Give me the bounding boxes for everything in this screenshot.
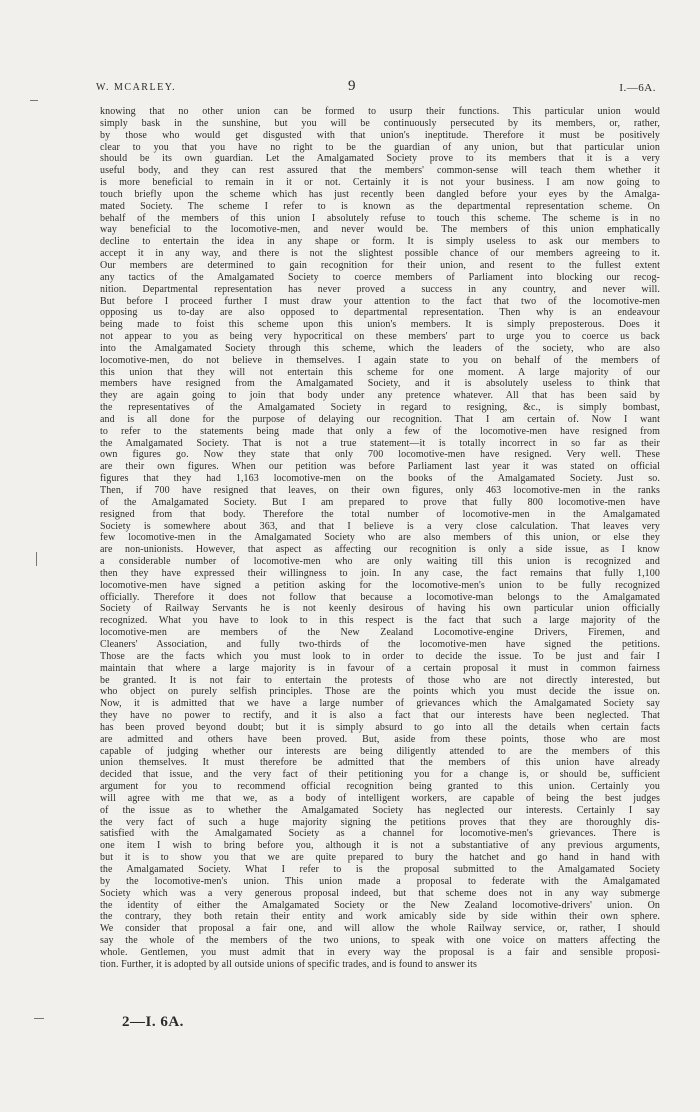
margin-mark [34,1018,44,1019]
text-line: they have no power to rectify, and it is also a fact that our interests have been neglected. That [100,710,660,722]
text-line: are admitted and others have been proved. But, aside from these points, those who are most [100,733,660,745]
text-line: nition. Departmental representation has never proved a success in any country, and never will. [100,283,660,295]
text-line: own figures go. Now they state that only 700 locomotive-men have resigned. Very well. These [100,449,660,461]
text-line: members have resigned from the Amalgamated Society, and it is absolutely useless to think that [100,378,660,390]
text-line: then they have expressed their willingness to join. In any case, the fact remains that fully 1,100 [100,567,660,579]
text-line: by the locomotive-men's union. This union made a proposal to federate with the Amalgamated [100,875,660,887]
text-line: touch briefly upon the scheme which has just recently been dangled before your eyes by the Amalga- [100,188,660,200]
text-line: be granted. It is not fair to entertain the protests of those who are not directly interested, but [100,674,660,686]
text-line: but it is to show you that we are quite prepared to bury the hatchet and go hand in hand with [100,852,660,864]
text-line: figures that they had 1,163 locomotive-men on the books of the Amalgamated Society. Just so. [100,473,660,485]
text-line: the Amalgamated Society. That is not a true statement—it is totally incorrect in so far as their [100,437,660,449]
text-line: being made to foist this scheme upon this union's members. It is simply preposterous. Does it [100,319,660,331]
text-line: simply bask in the sunshine, but you will be continuously persecuted by its members, or, rather, [100,117,660,129]
text-line: Those are the facts which you must look to in order to decide the issue. To be just and fair I [100,650,660,662]
text-line: But before I proceed further I must draw your attention to the fact that two of the locomotive-men [100,295,660,307]
text-line: whole. Gentlemen, you must admit that in every way the proposal is a fair and sensible proposi- [100,946,660,958]
text-line: by those who would get disgusted with that union's ineptitude. Therefore it must be positively [100,129,660,141]
text-line: union themselves. It must therefore be admitted that the members of this union have already [100,757,660,769]
text-line: a considerable number of locomotive-men who are only waiting till this union is recognized and [100,556,660,568]
text-line: has been proved beyond doubt; but it is simply absurd to go into all the details when certain facts [100,721,660,733]
text-line: locomotive-men are members of the New Zealand Locomotive-engine Drivers, Firemen, and [100,627,660,639]
text-line: recognized. What you have to look to in this respect is the fact that such a large majority of the [100,615,660,627]
text-line: are non-unionists. However, that aspect as affecting our recognition is only a side issue, as I know [100,544,660,556]
text-line: say the whole of the members of the two unions, to speak with one voice on matters affecting the [100,935,660,947]
text-line: We consider that proposal a fair one, and will allow the whole Railway service, or, rather, I should [100,923,660,935]
text-line: Society of Railway Servants he is not keenly desirous of having his own particular union officially [100,603,660,615]
text-line: useful body, and they can rest assured that the members' common-sense will teach them whether it [100,165,660,177]
text-line: of the issue as to whether the Amalgamated Society has neglected our interests. Certainly I say [100,804,660,816]
text-line: and is all done for the purpose of delaying our recognition. That I am certain of. Now I want [100,413,660,425]
text-line: Society which was a very generous proposal indeed, but that scheme does not in any way submerge [100,887,660,899]
page-header [96,78,656,98]
text-line: the identity of either the Amalgamated Society or the New Zealand locomotive-drivers' union. On [100,899,660,911]
text-line: accept it in any way, and there is not the slightest possible chance of our members agreeing to it. [100,248,660,260]
text-line: not appear to you as being very hypocritical on these members' part to urge you to coerce us back [100,331,660,343]
text-line: they are again going to join that body under any pretence whatever. All that has been said by [100,390,660,402]
text-line: Society is somewhere about 363, and that I believe is a very close calculation. That leaves very [100,520,660,532]
text-line: way beneficial to the locomotive-men, and never would be. The members of this union emphatically [100,224,660,236]
text-line: should be its own guardian. Let the Amalgamated Society prove to its members that it is a very [100,153,660,165]
text-line: resigned from that body. Therefore the total number of locomotive-men in the Amalgamated [100,508,660,520]
text-line: is more beneficial to remain in it or not. Certainly it is not your business. I am now going to [100,177,660,189]
printer-signature: 2—I. 6A. [122,1014,184,1030]
text-line: maintain that where a large majority is in favour of a certain proposal it must in common fairness [100,662,660,674]
text-line: locomotive-men, do not believe in themselves. I again state to you on behalf of the members of [100,354,660,366]
text-line: decline to entertain the idea in any shape or form. It is simply useless to ask our members to [100,236,660,248]
text-line: this union that they will not entertain this scheme for one moment. A large majority of our [100,366,660,378]
margin-mark [30,100,38,101]
text-line: into the Amalgamated Society through this scheme, which the leaders of the society, who are also [100,342,660,354]
body-text [100,106,660,971]
text-line: of the Amalgamated Society. But I am prepared to prove that fully 800 locomotive-men have [100,496,660,508]
text-line: knowing that no other union can be formed to usurp their functions. This particular union would [100,106,660,117]
text-line: opposing us to-day are also opposed to departmental representation. Then why is an endeavour [100,307,660,319]
text-line: one item I wish to bring before you, although it is not a substantiative of any previous arguments, [100,840,660,852]
text-line: capable of judging whether our interests are being diligently attended to are the members of this [100,745,660,757]
text-line: locomotive-men have signed a petition asking for the locomotive-men's union to be fully recognized [100,579,660,591]
text-line: satisfied with the Amalgamated Society as a channel for locomotive-men's grievances. There is [100,828,660,840]
text-line: any tactics of the Amalgamated Society to coerce members of Parliament into blocking our recog- [100,271,660,283]
text-line: Now, it is admitted that we have a large number of grievances which the Amalgamated Society say [100,698,660,710]
margin-mark [36,552,37,566]
text-line: Our members are determined to gain recognition for their union, and resent to the fullest extent [100,259,660,271]
text-line: officially. Therefore it does not follow that because a locomotive-man belongs to the Amalgamated [100,591,660,603]
text-line: who object on purely selfish principles. Those are the points which you must decide the issue on. [100,686,660,698]
page-number: 9 [348,78,356,94]
text-line: are their own figures. When our petition was before Parliament last year it was stated on official [100,461,660,473]
text-line: behalf of the members of this union I absolutely refuse to touch this scheme. The scheme is in no [100,212,660,224]
text-line: argument for you to recommend official recognition being granted to this union. Certainly you [100,781,660,793]
text-line: mated Society. The scheme I refer to is known as the departmental representation scheme. On [100,200,660,212]
text-line: will agree with me that we, as a body of intelligent workers, are capable of being the best judges [100,792,660,804]
text-line: Cleaners' Association, and fully two-thirds of the locomotive-men have signed the petitions. [100,638,660,650]
text-line: Then, if 700 have resigned that leaves, on their own figures, only 463 locomotive-men in the ranks [100,485,660,496]
text-line: the very fact of such a huge majority signing the petitions proves that they are thoroughly dis- [100,816,660,828]
text-line: decided that issue, and the very fact of their petitioning you for a change is, or should be, sufficient [100,769,660,781]
text-line: few locomotive-men in the Amalgamated Society who are also members of this union, or else they [100,532,660,544]
text-line: the representatives of the Amalgamated Society in regard to resigning, &c., is simply bombast, [100,402,660,414]
text-line: the contrary, they both retain their entity and work amicably side by side within their own sphere. [100,911,660,923]
text-line: tion. Further, it is adopted by all outside unions of specific trades, and is found to answer its [100,958,478,970]
text-line: clear to you that you have no right to be the guardian of any union, but that particular union [100,141,660,153]
document-reference: I.—6A. [619,82,656,94]
text-line: the Amalgamated Society. What I refer to is the proposal submitted to the Amalgamated Society [100,864,660,875]
text-line: to refer to the statements being made that only a few of the locomotive-men have resigned from [100,425,660,437]
running-head-author: W. MCARLEY. [96,82,177,93]
